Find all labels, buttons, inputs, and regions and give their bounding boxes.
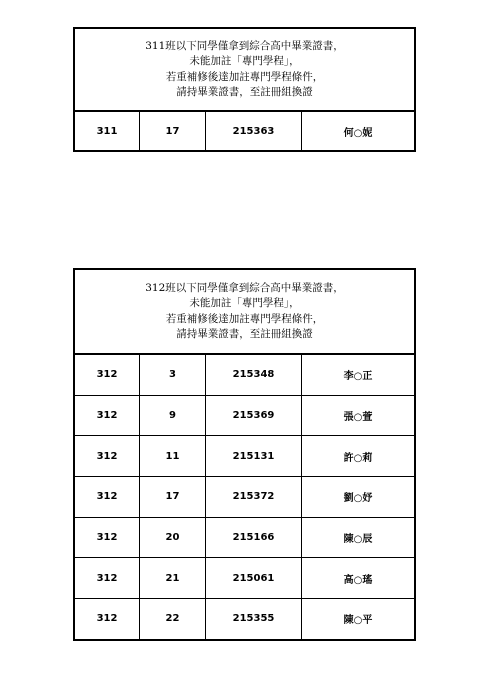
class-cell: 311 (75, 112, 140, 150)
student-id-cell: 215166 (206, 517, 302, 558)
table-row (75, 517, 414, 558)
student-name-cell: 陳○辰 (302, 517, 415, 558)
class-cell: 312 (75, 395, 140, 436)
student-id-cell: 215348 (206, 355, 302, 395)
class-cell: 312 (75, 477, 140, 518)
seat-number-cell: 17 (140, 477, 206, 518)
student-id-cell: 215131 (206, 436, 302, 477)
student-id-cell: 215061 (206, 558, 302, 599)
class-cell: 312 (75, 355, 140, 395)
seat-number-cell: 20 (140, 517, 206, 558)
notice-line: 若重補修後達加註專門學程條件， (165, 312, 324, 325)
class-cell: 312 (75, 436, 140, 477)
student-name-cell: 劉○妤 (302, 477, 415, 518)
seat-number-cell: 22 (140, 599, 206, 639)
table-row (75, 355, 414, 395)
class-cell: 312 (75, 517, 140, 558)
student-name-cell: 陳○平 (343, 615, 373, 627)
table-row (75, 477, 414, 518)
table-row (75, 558, 414, 599)
notice-line: 312班以下同學僅拿到綜合高中畢業證書， (145, 281, 344, 294)
notice-line: 未能加註「專門學程」， (189, 297, 300, 309)
student-id-cell: 215369 (206, 395, 302, 436)
table-row (75, 112, 414, 150)
student-name-cell: 李○正 (302, 355, 415, 395)
table-row (75, 599, 414, 639)
class-312-student-table (75, 355, 414, 639)
table-row (75, 436, 414, 477)
class-cell: 312 (75, 558, 140, 599)
seat-number-cell: 3 (140, 355, 206, 395)
student-id-cell: 215372 (206, 477, 302, 518)
class-cell: 312 (75, 599, 140, 639)
student-name-cell: 許○莉 (302, 436, 415, 477)
class-312-table (73, 268, 416, 641)
seat-number-cell: 21 (140, 558, 206, 599)
student-name-cell: 何○妮 (343, 127, 373, 139)
notice-line: 請持畢業證書，至註冊組換證 (176, 86, 313, 98)
notice-line: 未能加註「專門學程」， (189, 55, 300, 67)
notice-line: 311班以下同學僅拿到綜合高中畢業證書， (145, 39, 344, 52)
student-id-cell: 215363 (206, 112, 302, 150)
class-311-student-table (75, 112, 414, 150)
seat-number-cell: 9 (140, 395, 206, 436)
class-311-table (73, 27, 416, 152)
notice-line: 若重補修後達加註專門學程條件， (165, 70, 324, 83)
student-name-cell: 高○瑤 (302, 558, 415, 599)
seat-number-cell: 11 (140, 436, 206, 477)
student-name-cell: 張○萱 (302, 395, 415, 436)
notice-line: 請持畢業證書，至註冊組換證 (176, 328, 313, 340)
table-row (75, 395, 414, 436)
student-id-cell: 215355 (206, 599, 302, 639)
seat-number-cell: 17 (140, 112, 206, 150)
class-312-notice (75, 270, 414, 355)
class-311-notice (75, 29, 414, 112)
